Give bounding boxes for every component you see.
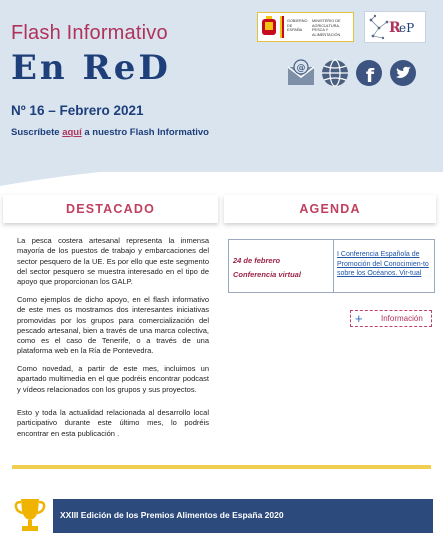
- agenda-event-row: [228, 239, 435, 293]
- svg-text:f: f: [365, 65, 375, 87]
- flash-title: Flash Informativo: [11, 22, 168, 44]
- subscribe-line: [11, 127, 209, 138]
- subscribe-suffix: a nuestro Flash Informativo: [81, 127, 209, 138]
- brand-title: En ReD: [11, 48, 171, 88]
- agenda-title: AGENDA: [299, 202, 361, 216]
- premios-banner[interactable]: [53, 499, 433, 533]
- subscribe-link[interactable]: aquí: [62, 127, 82, 138]
- agenda-header: [224, 195, 436, 223]
- gov-logo-line1: GOBIERNO DE ESPAÑA: [287, 19, 308, 32]
- red-logo[interactable]: [364, 11, 426, 43]
- destacado-paragraph-1: La pesca costera artesanal representa la inmensa mayoría de los puestos de trabajo y embarcaciones del sector pesquero de la UE. Es por ello que este segmento del sector pesquero se muestra interesado en el tipo de apoyo que proporcionan los GALP.: [17, 236, 209, 287]
- trophy-icon: [13, 496, 47, 534]
- destacado-paragraph-4: Esto y toda la actualidad relacionada al desarrollo local participativo durante este último mes, lo podréis encontrar en esta publicación .: [17, 408, 209, 438]
- plus-icon: +: [355, 311, 363, 326]
- issue-number: Nº 16 – Febrero 2021: [11, 103, 144, 118]
- email-icon[interactable]: [286, 58, 316, 88]
- coat-of-arms-icon: [261, 16, 277, 37]
- header-curve: [0, 150, 443, 190]
- agenda-divider: [333, 240, 334, 292]
- network-logo-icon: [365, 12, 425, 42]
- svg-text:eP: eP: [399, 21, 415, 35]
- flag-stripe-red: [282, 16, 284, 38]
- destacado-paragraph-3: Como novedad, a partir de este mes, incluimos un apartado multimedia en el que podréis encontrar podcast y vídeos relacionados con los grupos y sus proyectos.: [17, 364, 209, 394]
- government-logo[interactable]: [257, 12, 354, 42]
- destacado-header: [3, 195, 218, 223]
- agenda-date-cell: [233, 256, 329, 280]
- section-divider: [12, 465, 431, 469]
- facebook-icon[interactable]: [354, 58, 384, 88]
- information-button-label: Información: [381, 314, 423, 323]
- destacado-paragraph-2: Como ejemplos de dicho apoyo, en el flash informativo de este mes os mostramos dos interesantes iniciativas promovidas por los grupos para comercialización del pescado artesanal, bien a través de una marca colectiva, como es el caso de Tenerife, o a través de una plataforma web en la Ría de Pontevedra.: [17, 295, 209, 356]
- information-button[interactable]: [350, 310, 432, 327]
- agenda-mode: Conferencia virtual: [233, 270, 301, 279]
- premios-title: XXIII Edición de los Premios Alimentos de España 2020: [60, 510, 284, 520]
- gov-logo-line2: MINISTERIO DE AGRICULTURA, PESCA Y ALIMENTACIÓN: [312, 19, 341, 37]
- agenda-date: 24 de febrero: [233, 256, 281, 265]
- agenda-event-link[interactable]: I Conferencia Española de Promoción del Conocimien-to sobre los Océanos. Vir-tual: [337, 251, 429, 277]
- svg-text:R: R: [389, 20, 401, 36]
- subscribe-prefix: Suscríbete: [11, 127, 63, 138]
- svg-text:@: @: [296, 63, 306, 74]
- web-icon[interactable]: [320, 58, 350, 88]
- destacado-title: DESTACADO: [65, 202, 156, 216]
- twitter-icon[interactable]: [388, 58, 418, 88]
